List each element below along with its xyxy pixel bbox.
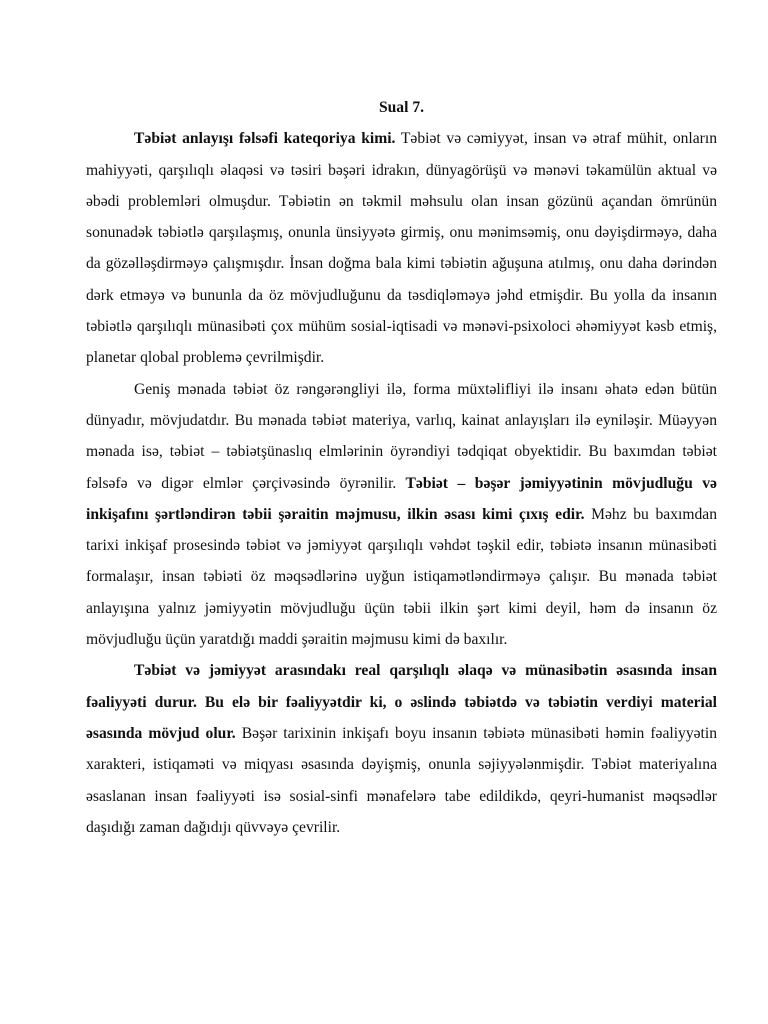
paragraph-2-body-start: Geniş mənada təbiət öz rəngərəngliyi ilə, forma müxtəlifliyi ilə insanı əhatə edən bütün dünyadır, mövjudatdır. Bu mənada təbiət materiya, varlıq, kainat anlayışları ilə eyniləşir. Müəyyən mənada isə, təbiət – təbiətşünaslıq elmlərinin öyrəndiyi tədqiqat obyektidir. Bu baxımdan təbiət fəlsəfə və digər elmlər çərçivəsində öyrənilir. — [86, 380, 717, 492]
paragraph-2 — [86, 374, 717, 656]
paragraph-2-body-end: Məhz bu baxımdan tarixi inkişaf prosesində təbiət və jəmiyyət qarşılıqlı vəhdət təşkil edir, təbiətə insanın münasibəti formalaşır, insan təbiəti öz məqsədlərinə uyğun istiqamətləndirməyə çalışır. Bu mənada təbiət anlayışına yalnız jəmiyyətin mövjudluğu üçün təbii ilkin şərt kimi deyil, həm də insanın öz mövjudluğu üçün yaratdığı maddi şəraitin məjmusu kimi də baxılır. — [86, 505, 717, 649]
paragraph-3 — [86, 655, 717, 843]
paragraph-1-body: Təbiət və cəmiyyət, insan və ətraf mühit, onların mahiyyəti, qarşılıqlı əlaqəsi və təsiri bəşəri idrakın, dünyagörüşü və mənəvi təkamülün aktual və əbədi problemləri olmuşdur. Təbiətin ən təkmil məhsulu olan insan gözünü açandan ömrünün sonunadək təbiətlə qarşılaşmış, onunla ünsiyyətə girmiş, onu mənimsəmiş, onu dəyişdirməyə, daha da gözəlləşdirməyə çalışmışdır. İnsan doğma bala kimi təbiətin ağuşuna atılmış, onu daha dərindən dərk etməyə və bununla da öz mövjudluğunu da təsdiqləməyə jəhd etmişdir. Bu yolla da insanın təbiətlə qarşılıqlı münasibəti çox mühüm sosial-iqtisadi və mənəvi-psixoloci əhəmiyyət kəsb etmiş, planetar qlobal problemə çevrilmişdir. — [86, 130, 717, 367]
paragraph-2-emphasis: Təbiət – bəşər jəmiyyətinin mövjudluğu və inkişafını şərtləndirən təbii şəraitin məjmusu, ilkin əsası kimi çıxış edir. — [86, 474, 717, 523]
paragraph-3-body: Bəşər tarixinin inkişafı boyu insanın təbiətə münasibəti həmin fəaliyyətin xarakteri, istiqaməti və miqyası əsasında dəyişmiş, onunla səjiyyələnmişdir. Təbiət materiyalına əsaslanan insan fəaliyyəti isə sosial-sinfi mənafelərə tabe edildikdə, qeyri-humanist məqsədlər daşıdığı zaman dağıdıjı qüvvəyə çevrilir. — [86, 724, 718, 836]
paragraph-3-emphasis: Təbiət və jəmiyyət arasındakı real qarşılıqlı əlaqə və münasibətin əsasında insan fəaliyyəti durur. Bu elə bir fəaliyyətdir ki, o əslində təbiətdə və təbiətin verdiyi material əsasında mövjud olur. — [86, 662, 717, 742]
document-title: Sual 7. — [378, 99, 425, 116]
paragraph-1 — [86, 123, 717, 373]
paragraph-1-heading: Təbiət anlayışı fəlsəfi kateqoriya kimi. — [134, 130, 396, 148]
